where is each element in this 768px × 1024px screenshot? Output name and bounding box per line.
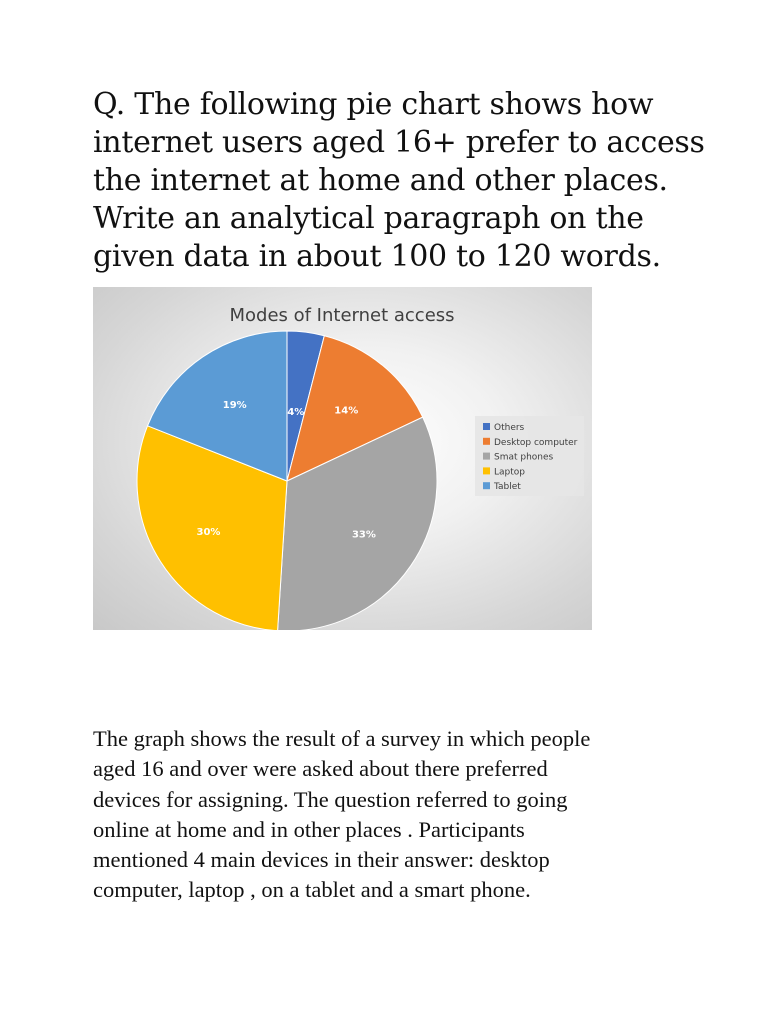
- question-line: internet users aged 16+ prefer to access: [93, 125, 705, 160]
- answer-line: devices for assigning. The question referred to going: [93, 786, 568, 812]
- answer-line: computer, laptop , on a tablet and a smart phone.: [93, 877, 531, 903]
- legend-label: Tablet: [494, 482, 521, 493]
- legend-swatch: [483, 453, 490, 460]
- data-label: 14%: [334, 405, 359, 417]
- answer-line: aged 16 and over were asked about there preferred: [93, 756, 548, 782]
- answer-line: The graph shows the result of a survey in which people: [93, 726, 591, 751]
- question-line: Write an analytical paragraph on the: [93, 201, 644, 236]
- data-label: 33%: [351, 529, 376, 541]
- data-label: 4%: [287, 407, 305, 419]
- legend-label: Laptop: [494, 467, 525, 478]
- legend-label: Smat phones: [494, 452, 554, 463]
- question-text: [93, 86, 705, 276]
- pie-chart-svg: [93, 287, 592, 630]
- legend-swatch: [483, 438, 490, 445]
- legend-swatch: [483, 467, 490, 474]
- question-line: Q. The following pie chart shows how: [93, 87, 654, 122]
- data-label: 19%: [222, 400, 247, 412]
- legend-label: Desktop computer: [494, 437, 578, 448]
- pie-slices: [137, 331, 437, 630]
- legend-label: Others: [494, 423, 525, 433]
- answer-text: [93, 724, 693, 906]
- legend-swatch: [483, 482, 490, 489]
- data-label: 30%: [196, 526, 221, 538]
- answer-line: online at home and in other places . Participants: [93, 816, 525, 842]
- question-line: given data in about 100 to 120 words.: [93, 239, 661, 274]
- answer-line: mentioned 4 main devices in their answer: desktop: [93, 847, 550, 873]
- question-line: the internet at home and other places.: [93, 163, 668, 198]
- pie-chart: [93, 287, 592, 630]
- chart-title: Modes of Internet access: [229, 305, 455, 326]
- legend-swatch: [483, 423, 490, 430]
